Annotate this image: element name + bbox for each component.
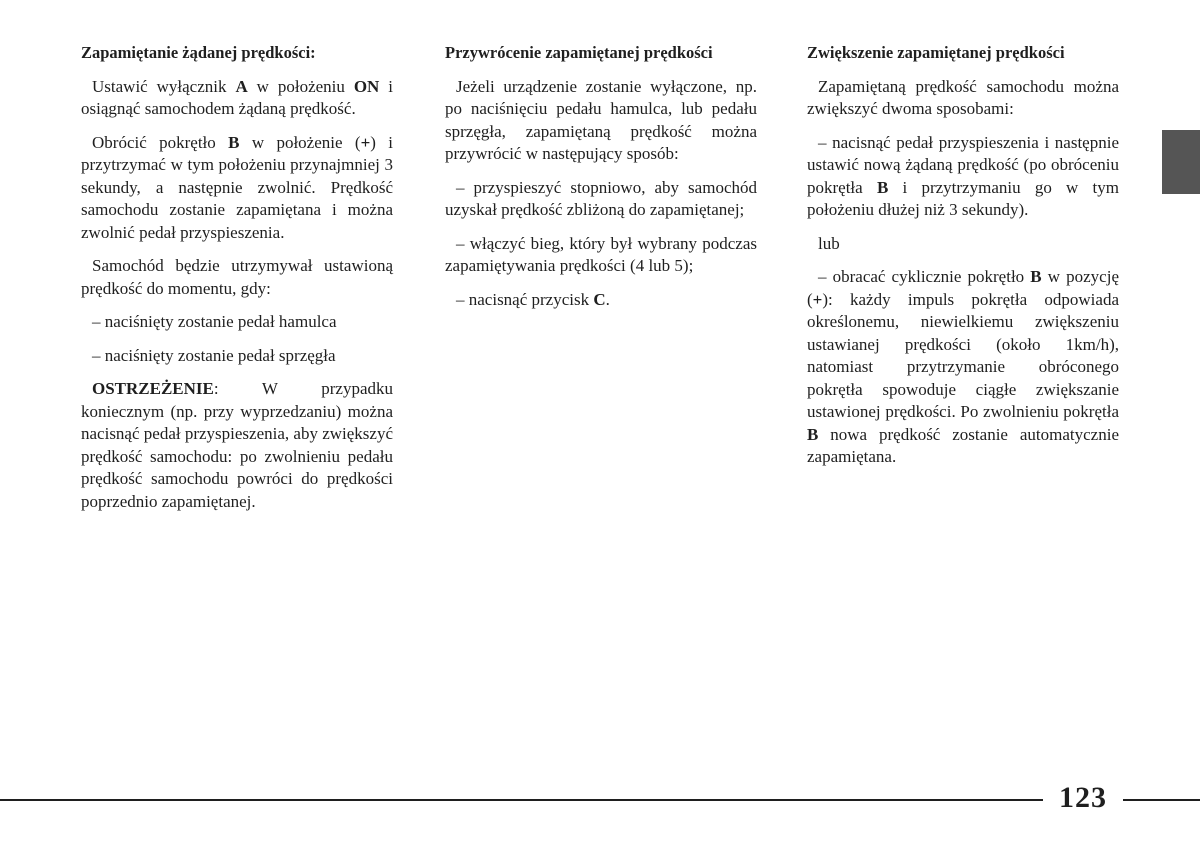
section-tab-marker (1162, 130, 1200, 194)
list-item (807, 266, 1119, 469)
footer-rule-left (0, 799, 1043, 801)
text: i przytrzymaniu go w tym położeniu dłużej niż 3 sekundy). (807, 177, 1120, 219)
page-number: 123 (1059, 781, 1107, 814)
text: Obrócić pokrętło (92, 132, 229, 152)
warning-label: OSTRZEŻENIE (92, 379, 214, 398)
paragraph: lub (818, 233, 840, 253)
knob-letter: B (807, 424, 819, 444)
knob-letter: B (876, 177, 889, 197)
paragraph: Zapamiętaną prędkość samochodu można zwiększyć dwoma sposobami: (807, 76, 1119, 118)
list-item: – naciśnięty zostanie pedał hamulca (92, 312, 337, 331)
warning-paragraph (81, 378, 393, 513)
plus-symbol: + (812, 289, 823, 309)
knob-letter: B (1030, 267, 1042, 286)
paragraph: Samochód będzie utrzymywał ustawioną prędkość do momentu, gdy: (81, 256, 393, 298)
footer-rule-right (1123, 799, 1200, 801)
list-item: – włączyć bieg, który był wybrany podczas zapamiętywania prędkości (4 lub 5); (445, 233, 757, 275)
on-position: ON (353, 76, 380, 96)
section-heading-restore-speed: Przywrócenie zapamiętanej prędkości (445, 43, 713, 62)
column-2 (445, 42, 757, 322)
knob-letter: B (228, 132, 240, 152)
list-item (807, 132, 1119, 222)
button-letter: C (593, 289, 606, 309)
text: w położeniu (247, 76, 354, 96)
text: nowa prędkość zostanie automatycznie zapamiętana. (807, 424, 1119, 466)
text: ): każdy impuls pokrętła odpowiada określonemu, niewielkiemu zwiększeniu ustawianej prędkości (około 1km/h), natomiast przytrzymanie obróconego pokrętła spowoduje ciągłe zwiększanie ustawionej prędkości. Po zwolnieniu pokrętła (807, 289, 1119, 421)
paragraph: Jeżeli urządzenie zostanie wyłączone, np. po naciśnięciu pedału hamulca, lub pedału sprzęgła, zapamiętaną prędkość można przywrócić w następujący sposób: (445, 76, 757, 163)
paragraph (81, 132, 393, 245)
column-3 (807, 42, 1119, 480)
text: – nacisnąć pedał przyspieszenia i następnie ustawić nową żądaną prędkość (po obróceniu pokrętła (807, 132, 1119, 197)
text: . (605, 289, 610, 309)
section-heading-increase-speed: Zwiększenie zapamiętanej prędkości (807, 43, 1065, 62)
list-item (445, 289, 757, 312)
section-heading-store-speed: Zapamiętanie żądanej prędkości: (81, 43, 316, 62)
text: ) i przytrzymać w tym położeniu przynajmniej 3 sekundy, a następnie zwolnić. Prędkość samochodu zostanie zapamiętana i można zwolnić pedał przyspieszenia. (81, 132, 393, 242)
text: w położenie ( (239, 132, 361, 152)
plus-symbol: + (360, 132, 371, 152)
text: – obracać cyklicznie pokrętło (818, 267, 1031, 286)
column-1 (81, 42, 393, 524)
paragraph (81, 76, 393, 121)
switch-letter: A (235, 76, 248, 96)
text: w pozycję ( (807, 267, 1119, 309)
text: : W przypadku koniecznym (np. przy wyprzedzaniu) można nacisnąć pedał przyspieszenia, aby zwiększyć prędkość samochodu: po zwolnieniu pedału prędkość samochodu powróci do prędkości poprzednio zapamiętanej. (81, 379, 393, 511)
list-item: – naciśnięty zostanie pedał sprzęgła (92, 345, 336, 365)
text: Ustawić wyłącznik (92, 76, 236, 96)
text: – nacisnąć przycisk (456, 289, 594, 309)
list-item: – przyspieszyć stopniowo, aby samochód uzyskał prędkość zbliżoną do zapamiętanej; (445, 177, 757, 219)
text: i osiągnąć samochodem żądaną prędkość. (81, 76, 393, 118)
